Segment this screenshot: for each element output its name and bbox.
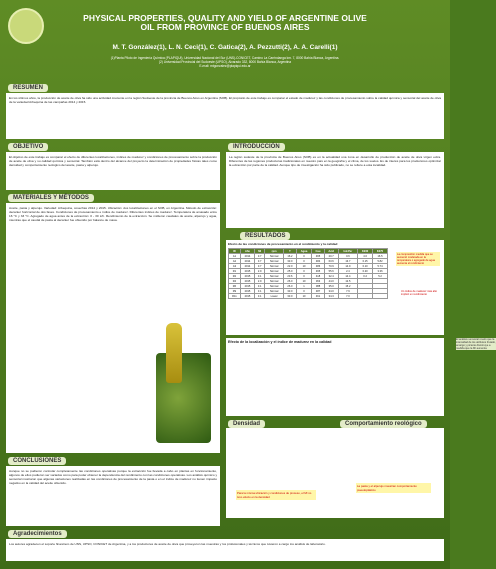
table-header-cell: MI (255, 249, 265, 254)
table-cell: 465 (312, 269, 325, 274)
introduccion-heading: INTRODUCCIÓN (228, 143, 285, 151)
materiales-text: Aceite, pasta y alperujo. Variedad: Arbequina, cosechas 2014 y 2015. Ubicación: dos localizaciones en el SOB, en Argentina. Método de extracción: decanter horizontal de dos fases. Condiciones de procesamiento e índice de madurez. Diferentes índices de madurez. Temperatura de amasado entre 16 °C y 33 °C. Agregado de agua antes de la extracción: 0 - 30 L/h. Rendimiento de la extracción. Se midieron caudales de aceite, alperujo y agua, mientras que el caudal de pasta al decanter fue obtenido por balance de masa. (9, 206, 217, 222)
table-cell: Normal (265, 264, 284, 269)
conclusiones-box (6, 466, 220, 526)
table-cell: 20.7 (324, 254, 338, 259)
affiliations (40, 56, 410, 68)
table-cell: 33.0 (284, 294, 297, 299)
olives-image (156, 353, 211, 443)
table-cell: 2.4 (338, 269, 358, 274)
table-cell: Normal (265, 274, 284, 279)
table-cell: 3.1 (255, 294, 265, 299)
resultados-heading: RESULTADOS (240, 232, 290, 240)
table-cell: R1 (229, 269, 241, 274)
table-cell: R4 (229, 279, 241, 284)
table-cell: 0 (296, 289, 311, 294)
table-cell: 16.2 (284, 254, 297, 259)
resultados-subtitle: Efecto de las condiciones de procesamiento en el rendimiento y la calidad (228, 242, 338, 246)
table-cell: 0 (296, 259, 311, 264)
table-cell: 388 (312, 284, 325, 289)
table-cell: 70.9 (324, 264, 338, 269)
table-header-cell: Cau (312, 249, 325, 254)
table-cell: 0.2 (358, 274, 373, 279)
reologico-heading: Comportamiento reológico (340, 420, 427, 428)
table-cell: 2015 (240, 284, 254, 289)
table-cell: 14.9 (338, 264, 358, 269)
table-cell (373, 294, 388, 299)
table-row (229, 294, 388, 299)
table-cell: 3.7 (255, 264, 265, 269)
table-cell: 0.6 (338, 254, 358, 259)
table-cell: R6 (229, 284, 241, 289)
callout-madurez: Un índice de madurez más alto implicó un rendimiento (401, 290, 437, 296)
conclusiones-heading: CONCLUSIONES (8, 457, 66, 465)
table-cell: 418 (312, 274, 325, 279)
table-cell: A3 (229, 264, 241, 269)
resultados-box (226, 240, 444, 335)
table-cell: 10 (296, 294, 311, 299)
table-cell: Normal (265, 254, 284, 259)
table-cell: 2014 (240, 264, 254, 269)
resumen-heading: RESUMEN (8, 84, 48, 92)
table-cell: 0 (296, 269, 311, 274)
densidad-heading: Densidad (228, 420, 265, 428)
table-cell: 3.1 (255, 289, 265, 294)
table-cell: 3.7 (255, 254, 265, 259)
table-cell: 2014 (240, 259, 254, 264)
table-cell: 63.6 (324, 259, 338, 264)
table-cell: 34.3 (324, 294, 338, 299)
results-table (228, 248, 388, 299)
table-cell: 0.15 (358, 259, 373, 264)
table-cell: 55.6 (324, 269, 338, 274)
table-cell: 25.0 (284, 269, 297, 274)
plapiqui-logo (8, 8, 44, 44)
table-header-cell: Acid (324, 249, 338, 254)
table-cell: 0.20 (358, 269, 373, 274)
density-note: Para la misma ubicación y condiciones de proceso, el MI no tuvo efecto en la densidad (236, 490, 316, 500)
table-cell: 23.6 (284, 274, 297, 279)
table-cell: 486 (312, 264, 325, 269)
table-cell: 0.10 (358, 264, 373, 269)
table-header-cell: T (284, 249, 297, 254)
table-cell: 363 (312, 279, 325, 284)
table-cell: 33.0 (284, 259, 297, 264)
table-cell: Normal (265, 284, 284, 289)
table-cell: 33.0 (284, 289, 297, 294)
poster-title (50, 14, 400, 32)
table-cell: 3.36 (373, 269, 388, 274)
table-cell: 32.4 (324, 274, 338, 279)
table-cell: 4.0 (358, 254, 373, 259)
affiliation-1: (1)Planta Piloto de Ingeniería Química (PLAPIQUI), Universidad Nacional del Sur (UNS)-CONICET, Camino La Carrindanga km. 7, 8000 Bahía Blanca, Argentina. (110, 56, 340, 60)
table-cell: 3.1 (255, 274, 265, 279)
table-cell: 3.7 (255, 259, 265, 264)
title-line-2: OIL FROM PROVINCE OF BUENOS AIRES (140, 22, 310, 32)
table-cell: 14.4 (338, 274, 358, 279)
objetivo-box (6, 152, 220, 190)
table-cell: 35.0 (324, 284, 338, 289)
table-cell: Normal (265, 269, 284, 274)
table-cell: 5.74 (373, 264, 388, 269)
table-cell: 34.0 (324, 289, 338, 294)
table-cell: 1 (296, 284, 311, 289)
table-cell: 7.0 (338, 294, 358, 299)
localizacion-heading: Efecto de la localización y el índice de madurez en la calidad (228, 340, 332, 344)
table-cell: A1 (229, 254, 241, 259)
table-cell: A2 (229, 259, 241, 264)
introduccion-text: La región sudeste de la provincia de Buenos Aires (SOB) es en la actualidad una zona en desarrollo de producción de aceite de oliva virgen extra. Diferentes de las regiones productoras tradicionales en nuestro país en la geografía y el clima, de los suelos. Es de interés para los productores optimizar la extracción por parte de la calidad. Aunque tipo de investigación ha sido publicado, no se refiere a esta localidad. (229, 155, 441, 167)
table-cell: 16.5 (373, 254, 388, 259)
table-cell: Lower (265, 294, 284, 299)
table-cell: 2.9 (255, 269, 265, 274)
header (0, 0, 450, 82)
table-header-cell: Agua (296, 249, 311, 254)
table-cell: 2.9 (255, 279, 265, 284)
conclusiones-text: Aunque no se pudieron controlar completamente las condiciones operativas porque la extracción fue llevada a cabo en plantas en funcionamiento, algunos de ellos pudieron ser variados como para poder obtener la dependencia del rendimiento con las condiciones operativas. Los análisis químico y sensorial mostraron que algunas variaciones realizadas en las condiciones de procesamiento de la pasta o en el índice de madurez no tienen impacto negativo en la calidad del aceite obtenido. (9, 469, 217, 485)
table-cell (358, 294, 373, 299)
table-cell: 484 (312, 259, 325, 264)
title-line-1: PHYSICAL PROPERTIES, QUALITY AND YIELD OF ARGENTINE OLIVE (83, 13, 367, 23)
table-cell: 5.82 (373, 259, 388, 264)
table-header-cell: Año (240, 249, 254, 254)
table-header-cell: K270 (373, 249, 388, 254)
table-cell: Normal (265, 289, 284, 294)
table-cell: 2015 (240, 274, 254, 279)
table-cell: 26.0 (284, 279, 297, 284)
agradecimientos-text: Los autores agradecen el soporte financiero de UNS, UPSO, CONICET de Argentina, y a los productores de aceite de oliva que proveyeron las muestras y los profesionales y técnicos que tuvieron a cargo los análisis de laboratorio. (9, 542, 326, 546)
table-cell: 13.7 (338, 259, 358, 264)
table-cell: 0 (296, 274, 311, 279)
table-cell: 7.9 (338, 289, 358, 294)
table-cell: 12.5 (338, 279, 358, 284)
table-cell: Normal (265, 279, 284, 284)
table-cell: 2015 (240, 269, 254, 274)
table-cell: 461 (312, 294, 325, 299)
table-header-cell: Ind.Per (338, 249, 358, 254)
agradecimientos-box (6, 539, 444, 561)
table-cell: 3.1 (255, 284, 265, 289)
table-cell: 0 (296, 254, 311, 259)
densidad-box (226, 428, 444, 518)
materiales-box (6, 203, 220, 453)
affiliation-2: (2) Universidad Provincial del Sudoeste (UPSO), Alvarado 332, 8000 Bahía Blanca, Argentina (158, 60, 292, 64)
resumen-text: En los últimos años, la producción de aceite de oliva ha sido una actividad creciente en la región Sudoeste de la provincia de Buenos Aires en Argentina (SOB). El propósito de este trabajo es comparar el estado de madurez y las condiciones de procesamiento sobre la calidad química y sensorial del aceite de oliva de la variedad Arbequina de las campañas 2014 y 2015. (9, 96, 441, 104)
callout-rendimiento: La composición medida que se aumentó moderada en la temperatura o agregado de agua aumenta el rendimiento (396, 252, 440, 266)
authors: M. T. González(1), L. N. Ceci(1), C. Gatica(2), A. Pezzutti(2), A. A. Carelli(1) (112, 44, 338, 51)
introduccion-box (226, 152, 444, 228)
table-cell: 44.0 (324, 279, 338, 284)
materiales-heading: MATERIALES Y MÉTODOS (8, 194, 94, 202)
table-cell: 2015 (240, 289, 254, 294)
table-cell: R9 (229, 289, 241, 294)
reologico-note: La pasta y el alperujo muestran comportamiento pseudoplástico (356, 483, 431, 493)
table-cell: 2015 (240, 279, 254, 284)
table-cell: 26.0 (284, 284, 297, 289)
callout-sensorial: El análisis sensorial reveló que la intensidad de los atributos frutado, amargo y picante disminuye a medida que la MI aumenta (456, 338, 496, 350)
table-header-cell: ID (229, 249, 241, 254)
table-cell: 10 (296, 264, 311, 269)
table-cell: 487 (312, 289, 325, 294)
table-cell: 22.0 (284, 264, 297, 269)
agradecimientos-heading: Agradecimientos (8, 530, 67, 538)
localizacion-box (226, 338, 496, 416)
email: E-mail: mtgonzalez@plapiqui.edu.ar (199, 64, 251, 68)
table-cell: 5.2 (373, 274, 388, 279)
table-header-cell: K232 (358, 249, 373, 254)
table-cell: 2014 (240, 254, 254, 259)
table-cell: 2015 (240, 294, 254, 299)
table-cell: 10 (296, 279, 311, 284)
olive-oil-bottle-image (166, 323, 182, 383)
table-header-cell: rpm (265, 249, 284, 254)
objetivo-heading: OBJETIVO (8, 143, 48, 151)
table-cell: 465 (312, 254, 325, 259)
table-cell: 15.2 (338, 284, 358, 289)
table-cell: R2 (229, 274, 241, 279)
table-cell: Normal (265, 259, 284, 264)
objetivo-text: El objetivo de este trabajo es comparar el efecto de diferentes localizaciones, índices de madurez y condiciones de procesamiento sobre la producción de aceite de oliva y su calidad química y sensorial. También está dentro del alcance del proyecto la determinación de propiedades físicas tales como densidad y comportamiento reológico del aceite, pasta y alperujo. (9, 155, 217, 167)
table-cell: R11 (229, 294, 241, 299)
resumen-box (6, 93, 444, 139)
